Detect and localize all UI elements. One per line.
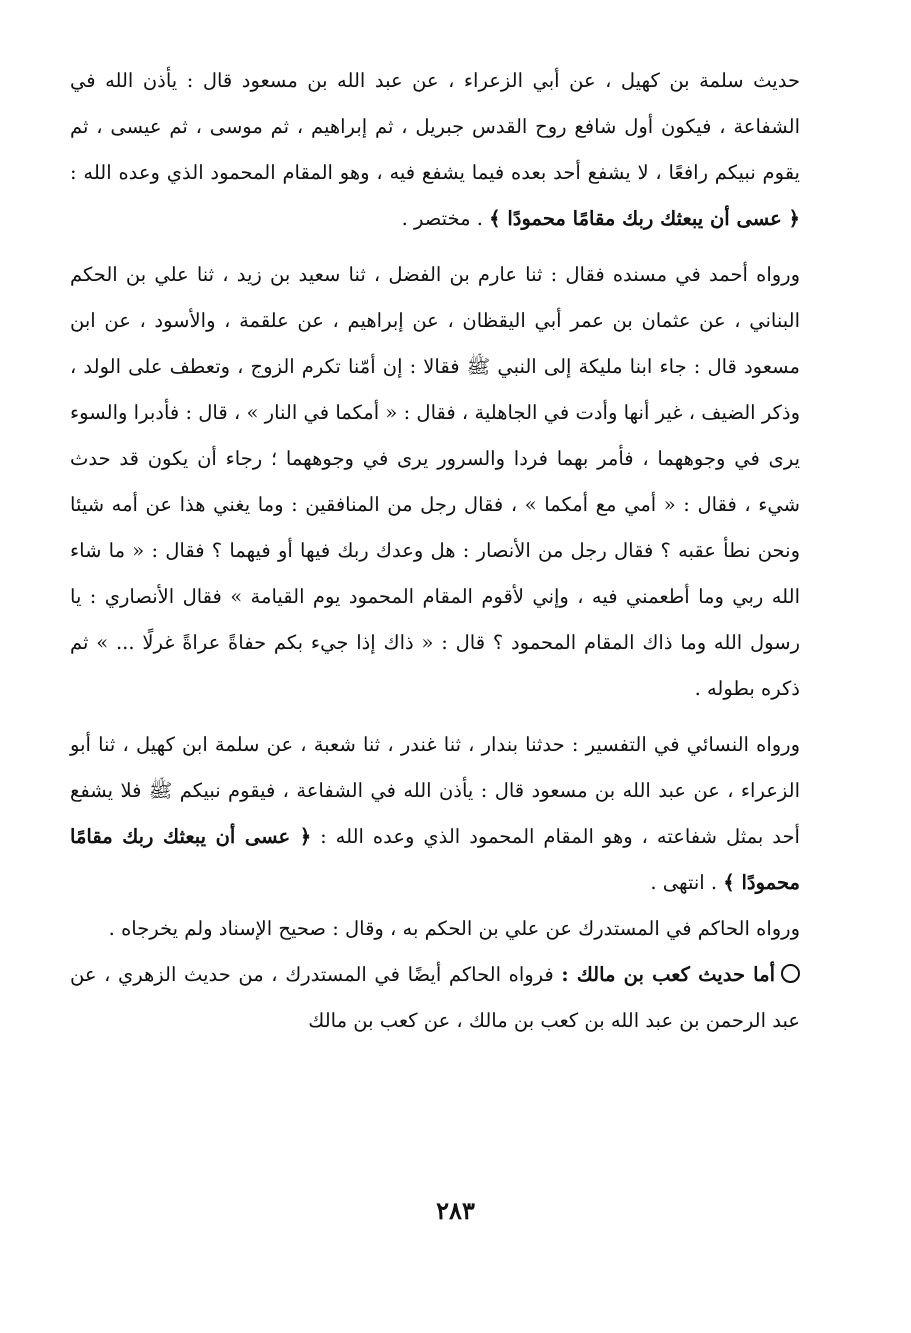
quran-verse: ﴿ عسى أن يبعثك ربك مقامًا محمودًا ﴾ xyxy=(70,825,800,894)
paragraph-4-text: ورواه الحاكم في المستدرك عن علي بن الحكم به ، وقال : صحيح الإسناد ولم يخرجاه . xyxy=(108,917,800,940)
paragraph-3-tail: . انتهى . xyxy=(650,871,724,894)
paragraph-4 xyxy=(70,906,800,952)
circle-icon xyxy=(781,964,800,983)
paragraph-1 xyxy=(70,58,800,242)
paragraph-2 xyxy=(70,252,800,712)
quran-verse: ﴿ عسى أن يبعثك ربك مقامًا محمودًا ﴾ xyxy=(489,207,800,230)
paragraph-1-tail: . مختصر . xyxy=(401,207,490,230)
page-number: ٢٨٣ xyxy=(436,1196,475,1225)
page-body xyxy=(70,58,800,1044)
section-heading: أما حديث كعب بن مالك : xyxy=(561,963,775,986)
paragraph-5-text: فرواه الحاكم أيضًا في المستدرك ، من حديث الزهري ، عن عبد الرحمن بن عبد الله بن كعب بن مالك ، عن كعب بن مالك xyxy=(70,963,800,1032)
paragraph-3 xyxy=(70,722,800,906)
paragraph-1-text: حديث سلمة بن كهيل ، عن أبي الزعراء ، عن عبد الله بن مسعود قال : يأذن الله في الشفاعة ، فيكون أول شافع روح القدس جبريل ، ثم إبراهيم ، ثم موسى ، ثم عيسى ، ثم يقوم نبيكم رافعًا ، لا يشفع أحد بعده فيما يشفع فيه ، وهو المقام المحمود الذي وعده الله : xyxy=(70,69,800,184)
paragraph-5 xyxy=(70,952,800,1044)
paragraph-2-text: ورواه أحمد في مسنده فقال : ثنا عارم بن الفضل ، ثنا سعيد بن زيد ، ثنا علي بن الحكم البناني ، عن عثمان بن عمر أبي اليقظان ، عن إبراهيم ، عن علقمة ، والأسود ، عن ابن مسعود قال : جاء ابنا مليكة إلى النبي ﷺ فقالا : إن أمّنا تكرم الزوج ، وتعطف على الولد ، وذكر الضيف ، غير أنها وأدت في الجاهلية ، فقال : « أمكما في النار » ، قال : فأدبرا والسوء يرى في وجوههما ، فأمر بهما فردا والسرور يرى في وجوههما ؛ رجاء أن يكون قد حدث شيء ، فقال : « أمي مع أمكما » ، فقال رجل من المنافقين : وما يغني هذا عن أمه شيئا ونحن نطأ عقبه ؟ فقال رجل من الأنصار : هل وعدك ربك فيها أو فيهما ؟ فقال : « ما شاء الله ربي وما أطعمني فيه ، وإني لأقوم المقام المحمود يوم القيامة » فقال الأنصاري : يا رسول الله وما ذاك المقام المحمود ؟ قال : « ذاك إذا جيء بكم حفاةً عراةً غرلًا ... » ثم ذكره بطوله . xyxy=(70,263,800,700)
paragraph-3-text: ورواه النسائي في التفسير : حدثنا بندار ، ثنا غندر ، ثنا شعبة ، عن سلمة ابن كهيل ، ثنا أبو الزعراء ، عن عبد الله بن مسعود قال : يأذن الله في الشفاعة ، فيقوم نبيكم ﷺ فلا يشفع أحد بمثل شفاعته ، وهو المقام المحمود الذي وعده الله : xyxy=(70,733,800,848)
